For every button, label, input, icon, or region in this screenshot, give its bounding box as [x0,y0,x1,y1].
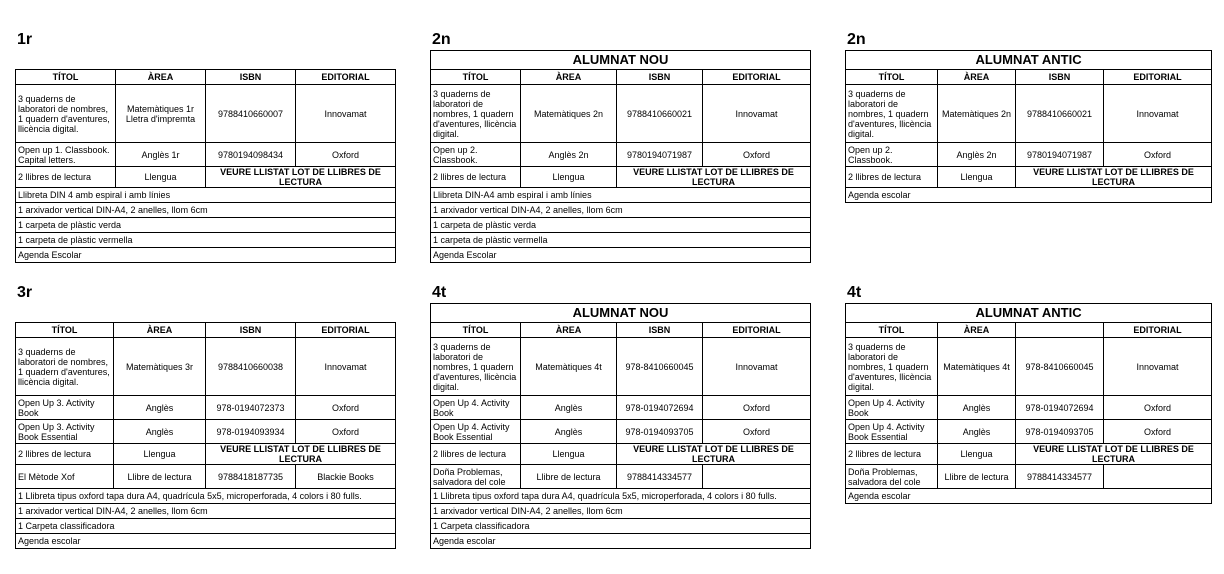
list-item [431,489,811,504]
extra-item: Llibreta DIN 4 amb espiral i amb línies [16,188,396,203]
header-isbn: ISBN [1016,70,1104,85]
header-title: TÍTOL [16,323,114,338]
cell-editorial: Blackie Books [296,465,396,489]
cell-isbn: 9788410660038 [206,338,296,396]
extra-item: 1 carpeta de plàstic vermella [431,233,811,248]
list-item [431,519,811,534]
grade-title-3r: 3r [17,284,33,301]
cell-isbn: 9780194098434 [206,143,296,167]
table-row [16,465,396,489]
header-title: TÍTOL [431,70,521,85]
cell-editorial: Innovamat [703,338,811,396]
table-row [16,396,396,420]
cell-area: Llengua [938,444,1016,465]
cell-area: Anglès [938,396,1016,420]
extra-item: Agenda escolar [846,489,1212,504]
table-row [431,465,811,489]
cell-isbn: 978-0194072694 [617,396,703,420]
header-isbn [1016,323,1104,338]
list-item [431,534,811,549]
table-row [431,420,811,444]
list-item [16,489,396,504]
header-area: ÀREA [938,323,1016,338]
header-area: ÀREA [116,70,206,85]
cell-editorial [703,465,811,489]
cell-title: 2 llibres de lectura [846,167,938,188]
book-list-table-4t-nou [430,303,811,549]
reading-list-note: VEURE LLISTAT LOT DE LLIBRES DE LECTURA [206,167,396,188]
cell-title: 3 quaderns de laboratori de nombres, 1 quadern d'aventures, llicència digital. [846,338,938,396]
cell-editorial: Oxford [1104,143,1212,167]
extra-item: 1 carpeta de plàstic vermella [16,233,396,248]
cell-area: Anglès [521,396,617,420]
cell-editorial: Innovamat [1104,85,1212,143]
cell-title: 2 llibres de lectura [431,167,521,188]
header-editorial: EDITORIAL [296,323,396,338]
cell-isbn: 9788414334577 [617,465,703,489]
extra-item: 1 Carpeta classificadora [16,519,396,534]
extra-item: 1 Carpeta classificadora [431,519,811,534]
header-area: ÀREA [521,323,617,338]
header-editorial: EDITORIAL [1104,323,1212,338]
cell-area: Matemàtiques 2n [938,85,1016,143]
cell-area: Llibre de lectura [938,465,1016,489]
grade-title-4t-antic: 4t [847,284,862,301]
cell-title: 2 llibres de lectura [431,444,521,465]
cell-title: Open Up 3. Activity Book [16,396,114,420]
cell-title: Open Up 3. Activity Book Essential [16,420,114,444]
extra-item: Agenda escolar [846,188,1212,203]
cell-editorial: Oxford [703,143,811,167]
cell-isbn: 9788410660021 [1016,85,1104,143]
table-row [846,167,1212,188]
cell-title: Open up 1. Classbook. Capital letters. [16,143,116,167]
cell-area: Anglès [114,420,206,444]
cell-area: Llengua [114,444,206,465]
cell-area: Anglès [521,420,617,444]
header-isbn: ISBN [617,323,703,338]
list-item [846,188,1212,203]
cell-area: Llengua [116,167,206,188]
cell-editorial: Innovamat [703,85,811,143]
table-row [431,167,811,188]
table-caption: ALUMNAT NOU [431,304,811,323]
cell-area: Matemàtiques 4t [938,338,1016,396]
cell-title: 3 quaderns de laboratori de nombres, 1 quadern d'aventures, llicència digital. [16,85,116,143]
cell-isbn: 978-0194093705 [617,420,703,444]
list-item [846,489,1212,504]
grade-title-2n-nou: 2n [432,31,451,48]
table-row [16,420,396,444]
cell-isbn: 978-0194072373 [206,396,296,420]
cell-title: Doña Problemas, salvadora del cole [846,465,938,489]
cell-title: 2 llibres de lectura [846,444,938,465]
cell-isbn: 9780194071987 [1016,143,1104,167]
table-row [846,143,1212,167]
extra-item: Llibreta DIN-A4 amb espiral i amb línies [431,188,811,203]
extra-item: 1 arxivador vertical DIN-A4, 2 anelles, llom 6cm [16,203,396,218]
extra-item: Agenda escolar [431,534,811,549]
cell-title: Open Up 4. Activity Book [431,396,521,420]
cell-isbn: 978-0194093705 [1016,420,1104,444]
table-row [846,444,1212,465]
table-row [16,85,396,143]
cell-isbn: 9788410660021 [617,85,703,143]
list-item [431,218,811,233]
cell-title: 3 quaderns de laboratori de nombres, 1 quadern d'aventures, llicència digital. [16,338,114,396]
cell-area: Llibre de lectura [114,465,206,489]
cell-editorial [1104,465,1212,489]
table-row [431,85,811,143]
cell-area: Matemàtiques 2n [521,85,617,143]
cell-title: 3 quaderns de laboratori de nombres, 1 quadern d'aventures, llicència digital. [431,338,521,396]
cell-isbn: 978-0194093934 [206,420,296,444]
cell-title: 3 quaderns de laboratori de nombres, 1 quadern d'aventures, llicència digital. [431,85,521,143]
reading-list-note: VEURE LLISTAT LOT DE LLIBRES DE LECTURA [1016,444,1212,465]
list-item [431,233,811,248]
table-row [846,396,1212,420]
header-area: ÀREA [114,323,206,338]
book-list-table-2n-nou [430,50,811,263]
table-row [431,338,811,396]
cell-isbn: 978-8410660045 [617,338,703,396]
cell-title: 2 llibres de lectura [16,167,116,188]
cell-title: 3 quaderns de laboratori de nombres, 1 quadern d'aventures, llicència digital. [846,85,938,143]
list-item [431,504,811,519]
header-isbn: ISBN [617,70,703,85]
cell-isbn: 978-0194072694 [1016,396,1104,420]
header-area: ÀREA [938,70,1016,85]
list-item [16,203,396,218]
cell-editorial: Innovamat [296,85,396,143]
header-editorial: EDITORIAL [296,70,396,85]
cell-isbn: 9780194071987 [617,143,703,167]
table-caption: ALUMNAT ANTIC [846,304,1212,323]
cell-area: Anglès 2n [938,143,1016,167]
cell-editorial: Oxford [1104,420,1212,444]
list-item [16,504,396,519]
header-title: TÍTOL [16,70,116,85]
header-title: TÍTOL [846,70,938,85]
cell-area: Matemàtiques 3r [114,338,206,396]
cell-editorial: Innovamat [296,338,396,396]
list-item [16,519,396,534]
header-isbn: ISBN [206,70,296,85]
extra-item: Agenda Escolar [16,248,396,263]
cell-title: Open up 2. Classbook. [431,143,521,167]
table-row [846,85,1212,143]
table-caption: ALUMNAT ANTIC [846,51,1212,70]
cell-area: Anglès [114,396,206,420]
cell-title: Open Up 4. Activity Book Essential [431,420,521,444]
extra-item: 1 carpeta de plàstic verda [431,218,811,233]
cell-area: Llengua [938,167,1016,188]
cell-editorial: Oxford [296,143,396,167]
cell-isbn: 9788414334577 [1016,465,1104,489]
cell-title: Open up 2. Classbook. [846,143,938,167]
cell-area: Llibre de lectura [521,465,617,489]
extra-item: 1 arxivador vertical DIN-A4, 2 anelles, llom 6cm [431,504,811,519]
cell-area: Llengua [521,444,617,465]
cell-editorial: Oxford [296,396,396,420]
reading-list-note: VEURE LLISTAT LOT DE LLIBRES DE LECTURA [206,444,396,465]
book-list-table-1r [15,69,396,263]
cell-editorial: Oxford [1104,396,1212,420]
cell-title: Open Up 4. Activity Book [846,396,938,420]
grade-title-4t-nou: 4t [432,284,447,301]
cell-isbn: 978-8410660045 [1016,338,1104,396]
table-row [846,338,1212,396]
extra-item: 1 Llibreta tipus oxford tapa dura A4, quadrícula 5x5, microperforada, 4 colors i 80 fulls. [431,489,811,504]
list-item [431,188,811,203]
table-row [846,420,1212,444]
list-item [431,248,811,263]
cell-title: El Mètode Xof [16,465,114,489]
header-editorial: EDITORIAL [703,70,811,85]
cell-area: Anglès 2n [521,143,617,167]
table-row [16,143,396,167]
cell-editorial: Oxford [296,420,396,444]
table-row [431,396,811,420]
header-title: TÍTOL [431,323,521,338]
cell-area: Matemàtiques 1r Lletra d'impremta [116,85,206,143]
cell-title: 2 llibres de lectura [16,444,114,465]
cell-editorial: Innovamat [1104,338,1212,396]
header-isbn: ISBN [206,323,296,338]
grade-title-1r: 1r [17,31,33,48]
table-row [16,338,396,396]
extra-item: 1 Llibreta tipus oxford tapa dura A4, quadrícula 5x5, microperforada, 4 colors i 80 fulls. [16,489,396,504]
cell-title: Open Up 4. Activity Book Essential [846,420,938,444]
book-list-table-4t-antic [845,303,1212,504]
list-item [16,218,396,233]
list-item [16,534,396,549]
cell-area: Matemàtiques 4t [521,338,617,396]
header-editorial: EDITORIAL [1104,70,1212,85]
cell-editorial: Oxford [703,396,811,420]
book-list-table-2n-antic [845,50,1212,203]
cell-editorial: Oxford [703,420,811,444]
table-row [431,143,811,167]
table-row [846,465,1212,489]
extra-item: Agenda escolar [16,534,396,549]
header-editorial: EDITORIAL [703,323,811,338]
list-item [16,188,396,203]
table-row [431,444,811,465]
cell-title: Doña Problemas, salvadora del cole [431,465,521,489]
book-list-table-3r [15,322,396,549]
list-item [16,233,396,248]
extra-item: Agenda Escolar [431,248,811,263]
extra-item: 1 arxivador vertical DIN-A4, 2 anelles, llom 6cm [16,504,396,519]
reading-list-note: VEURE LLISTAT LOT DE LLIBRES DE LECTURA [617,167,811,188]
grade-title-2n-antic: 2n [847,31,866,48]
header-title: TÍTOL [846,323,938,338]
cell-area: Anglès [938,420,1016,444]
table-row [16,167,396,188]
extra-item: 1 arxivador vertical DIN-A4, 2 anelles, llom 6cm [431,203,811,218]
reading-list-note: VEURE LLISTAT LOT DE LLIBRES DE LECTURA [1016,167,1212,188]
table-caption: ALUMNAT NOU [431,51,811,70]
extra-item: 1 carpeta de plàstic verda [16,218,396,233]
cell-area: Anglès 1r [116,143,206,167]
list-item [16,248,396,263]
cell-area: Llengua [521,167,617,188]
table-row [16,444,396,465]
list-item [431,203,811,218]
cell-isbn: 9788410660007 [206,85,296,143]
header-area: ÀREA [521,70,617,85]
reading-list-note: VEURE LLISTAT LOT DE LLIBRES DE LECTURA [617,444,811,465]
cell-isbn: 9788418187735 [206,465,296,489]
